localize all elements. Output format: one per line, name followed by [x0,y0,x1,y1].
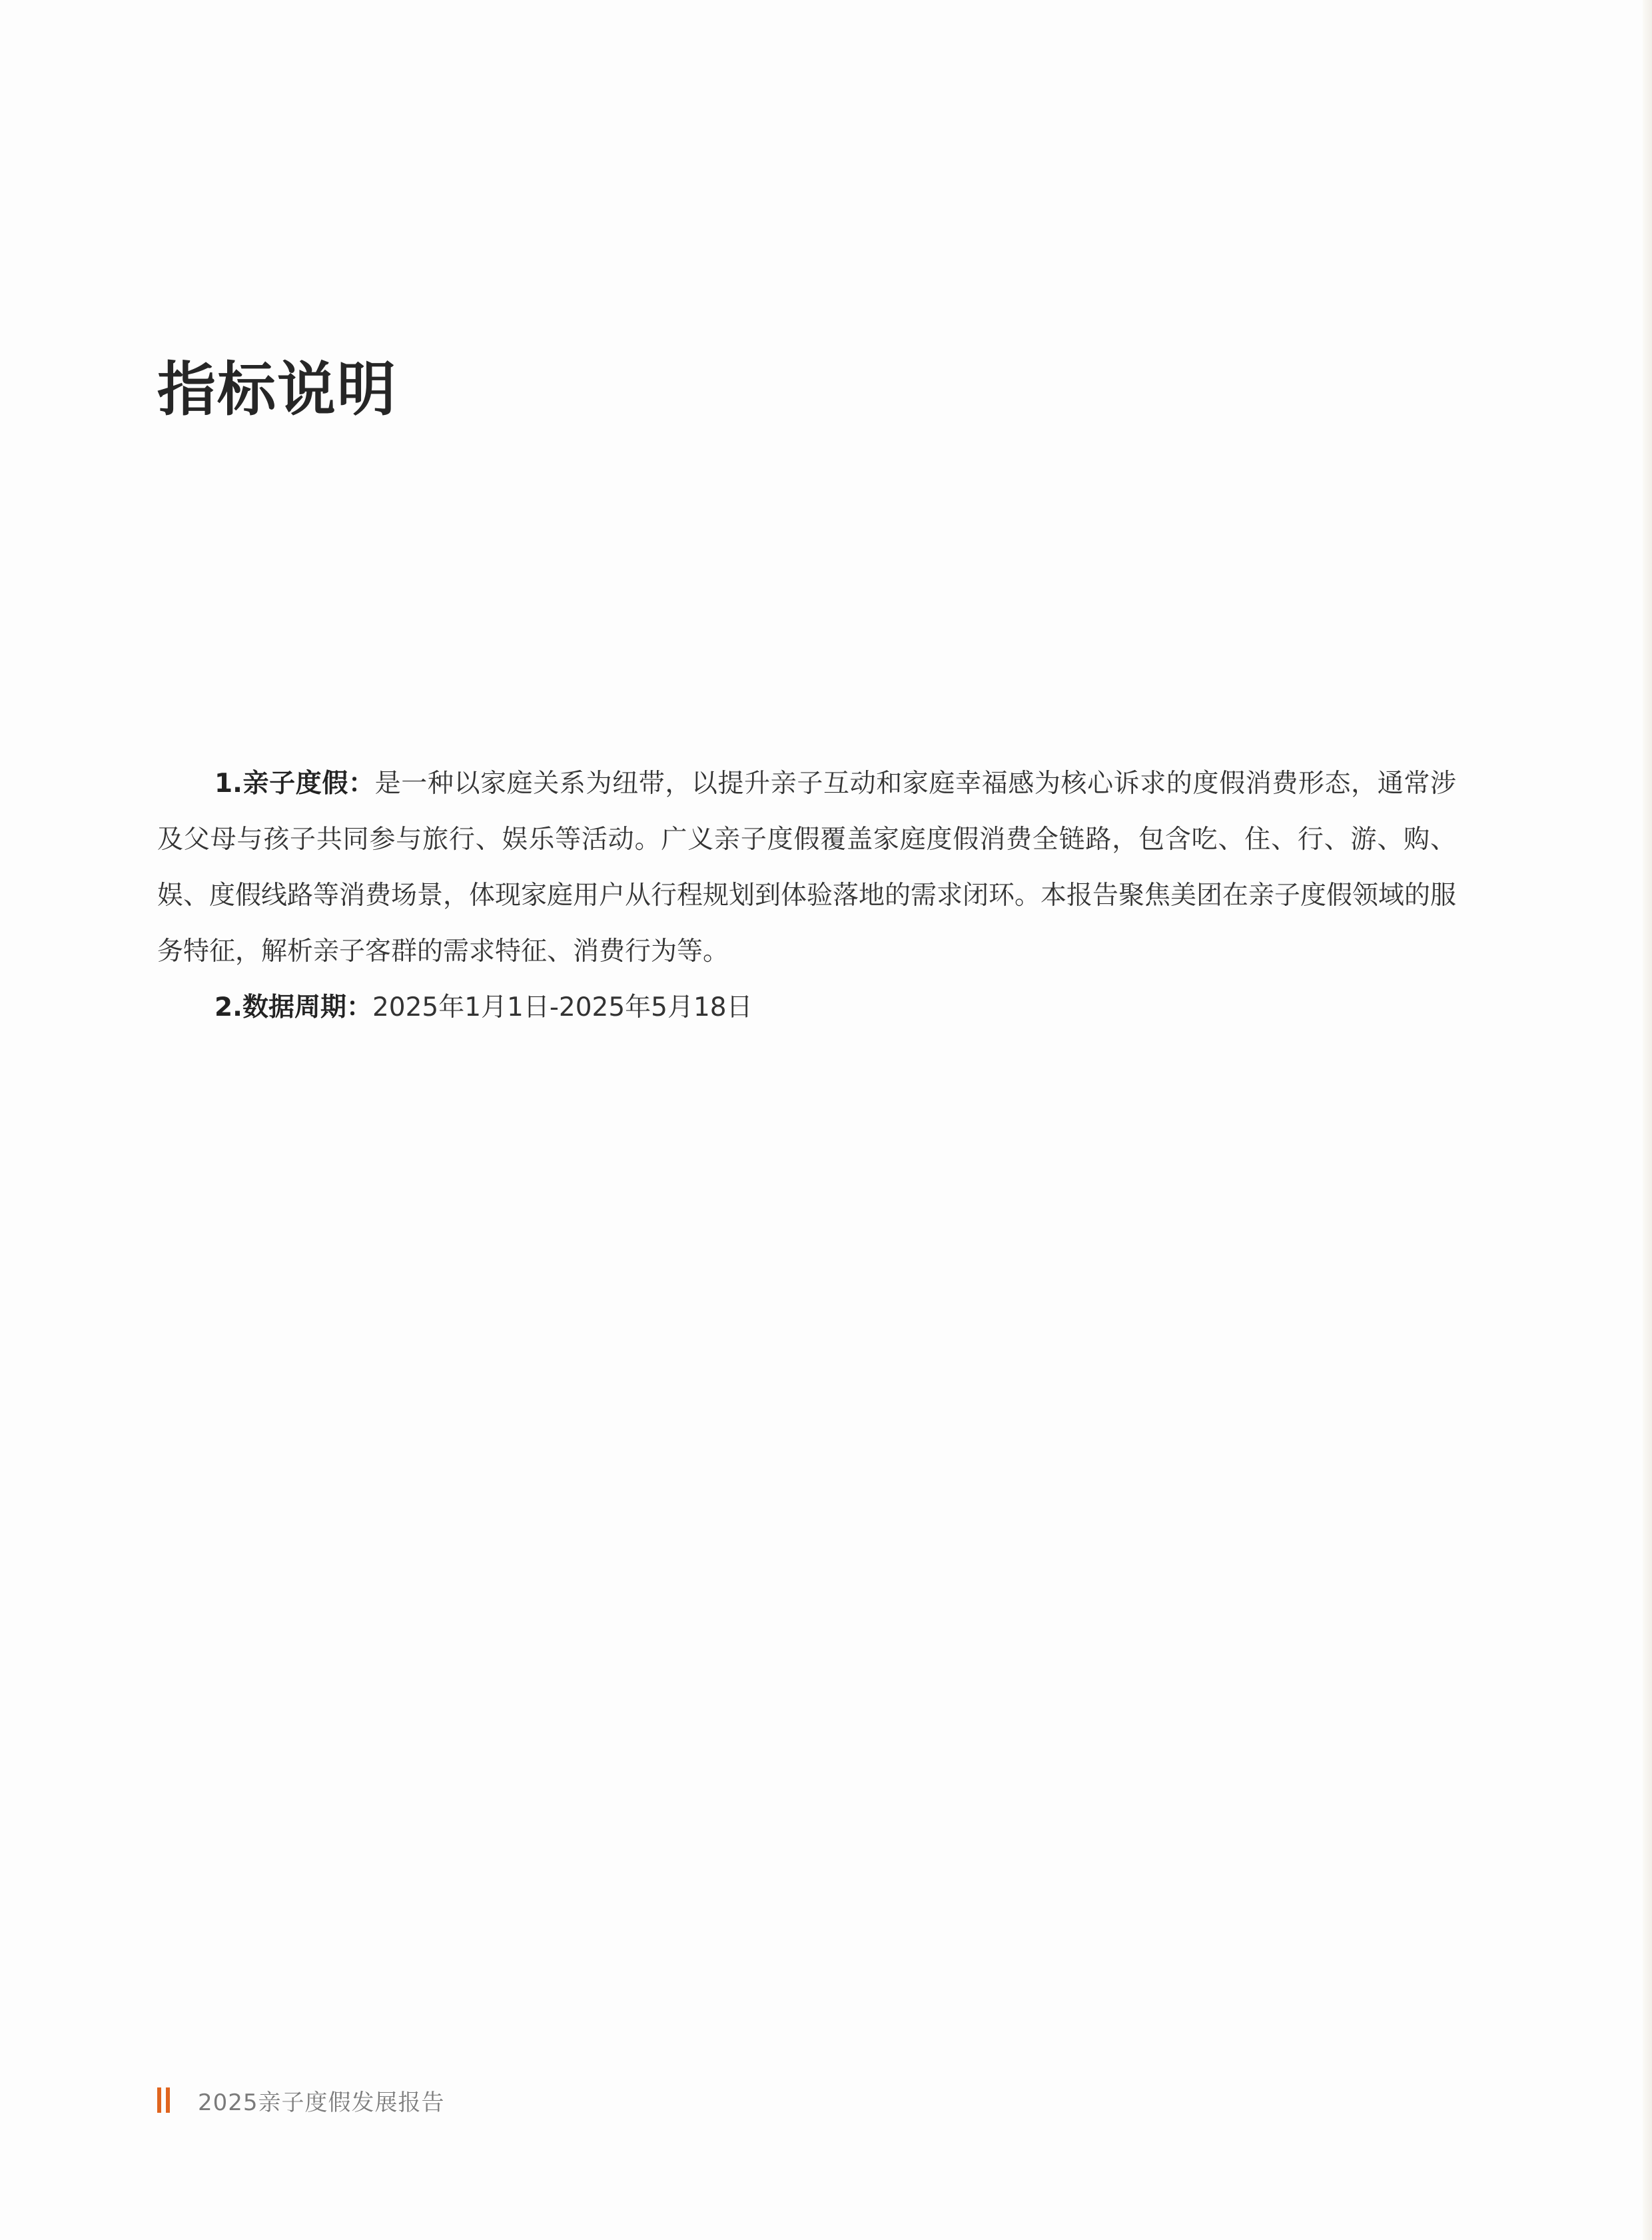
page-edge-shadow [1643,0,1652,2240]
definition-text: 是一种以家庭关系为纽带，以提升亲子互动和家庭幸福感为核心诉求的度假消费形态，通常涉及父母与孩子共同参与旅行、娱乐等活动。广义亲子度假覆盖家庭度假消费全链路，包含吃、住、行、游、购、娱、度假线路等消费场景，体现家庭用户从行程规划到体验落地的需求闭环。本报告聚焦美团在亲子度假领域的服务特征，解析亲子客群的需求特征、消费行为等。 [157,769,1457,966]
page-footer [157,2083,445,2117]
page-title: 指标说明 [157,355,398,424]
definitions-section [157,756,1456,1036]
footer-accent-bars-icon [157,2087,170,2113]
definition-paragraph-data-period [157,980,1456,1036]
definition-label: 1.亲子度假： [214,769,375,799]
definition-label: 2.数据周期： [214,992,372,1022]
definition-paragraph-family-vacation [157,756,1456,980]
definition-text: 2025年1月1日-2025年5月18日 [372,992,753,1022]
footer-report-title: 2025亲子度假发展报告 [198,2089,445,2116]
